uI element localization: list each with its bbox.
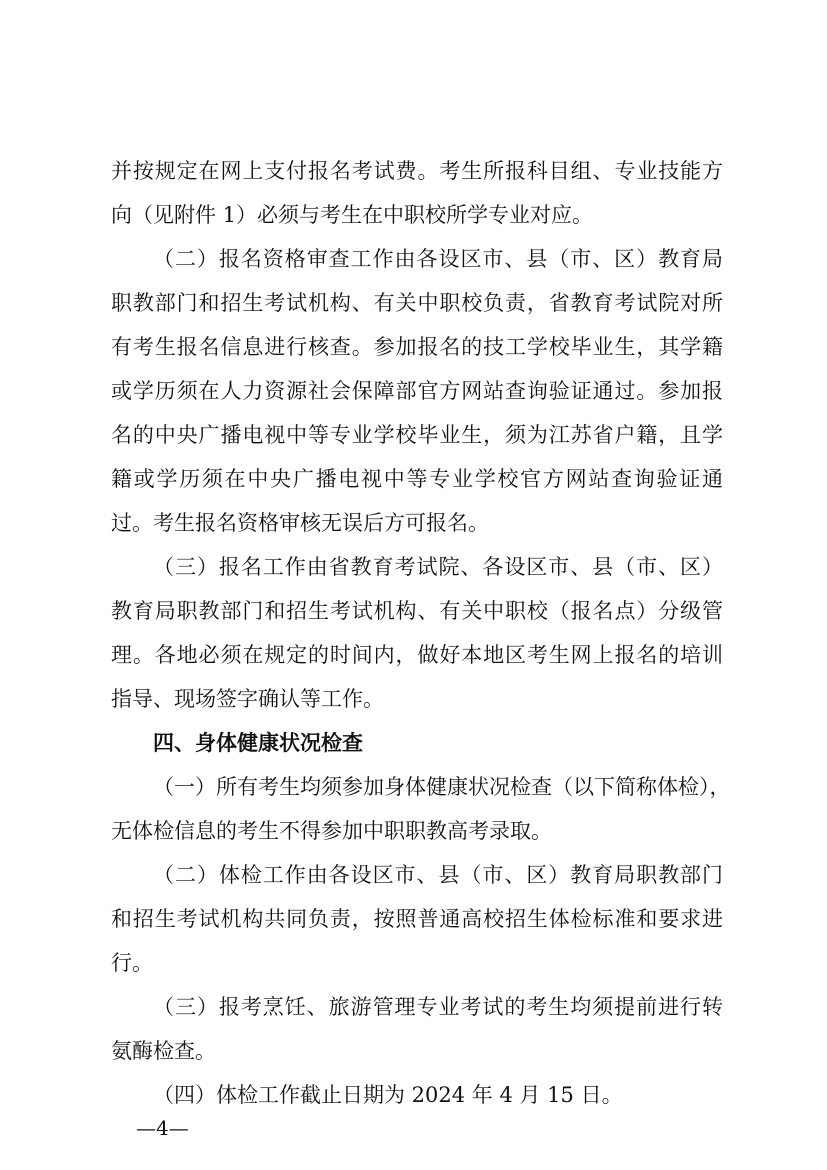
paragraph-line: （三）报考烹饪、旅游管理专业考试的考生均须提前进行转: [153, 995, 723, 1019]
page-number: —4—: [136, 1116, 189, 1140]
paragraph-line: （二）体检工作由各设区市、县（市、区）教育局职教部门: [153, 863, 723, 887]
paragraph-line: 向（见附件 1）必须与考生在中职校所学专业对应。: [111, 203, 594, 227]
paragraph-line: 籍或学历须在中央广播电视中等专业学校官方网站查询验证通: [111, 467, 723, 491]
paragraph-line: 行。: [111, 951, 153, 975]
paragraph-line: 指导、现场签字确认等工作。: [111, 687, 384, 711]
paragraph-line: （一）所有考生均须参加身体健康状况检查（以下简称体检），: [153, 775, 731, 799]
paragraph-line: 过。考生报名资格审核无误后方可报名。: [111, 511, 489, 535]
paragraph-line: （四）体检工作截止日期为 2024 年 4 月 15 日。: [153, 1083, 623, 1107]
paragraph-line: 或学历须在人力资源社会保障部官方网站查询验证通过。参加报: [111, 379, 723, 403]
paragraph-line: 名的中央广播电视中等专业学校毕业生，须为江苏省户籍，且学: [111, 423, 723, 447]
paragraph-line: （二）报名资格审查工作由各设区市、县（市、区）教育局: [153, 247, 723, 271]
paragraph-line: 氨酶检查。: [111, 1039, 216, 1063]
paragraph-line: 无体检信息的考生不得参加中职职教高考录取。: [111, 819, 552, 843]
section-heading: 四、身体健康状况检查: [153, 731, 363, 755]
paragraph-line: 和招生考试机构共同负责，按照普通高校招生体检标准和要求进: [111, 907, 723, 931]
paragraph-line: 并按规定在网上支付报名考试费。考生所报科目组、专业技能方: [111, 159, 723, 183]
paragraph-line: 有考生报名信息进行核查。参加报名的技工学校毕业生，其学籍: [111, 335, 723, 359]
paragraph-line: 教育局职教部门和招生考试机构、有关中职校（报名点）分级管: [111, 599, 723, 623]
paragraph-line: 职教部门和招生考试机构、有关中职校负责，省教育考试院对所: [111, 291, 723, 315]
paragraph-line: 理。各地必须在规定的时间内，做好本地区考生网上报名的培训: [111, 643, 723, 667]
paragraph-line: （三）报名工作由省教育考试院、各设区市、县（市、区）: [153, 555, 723, 579]
